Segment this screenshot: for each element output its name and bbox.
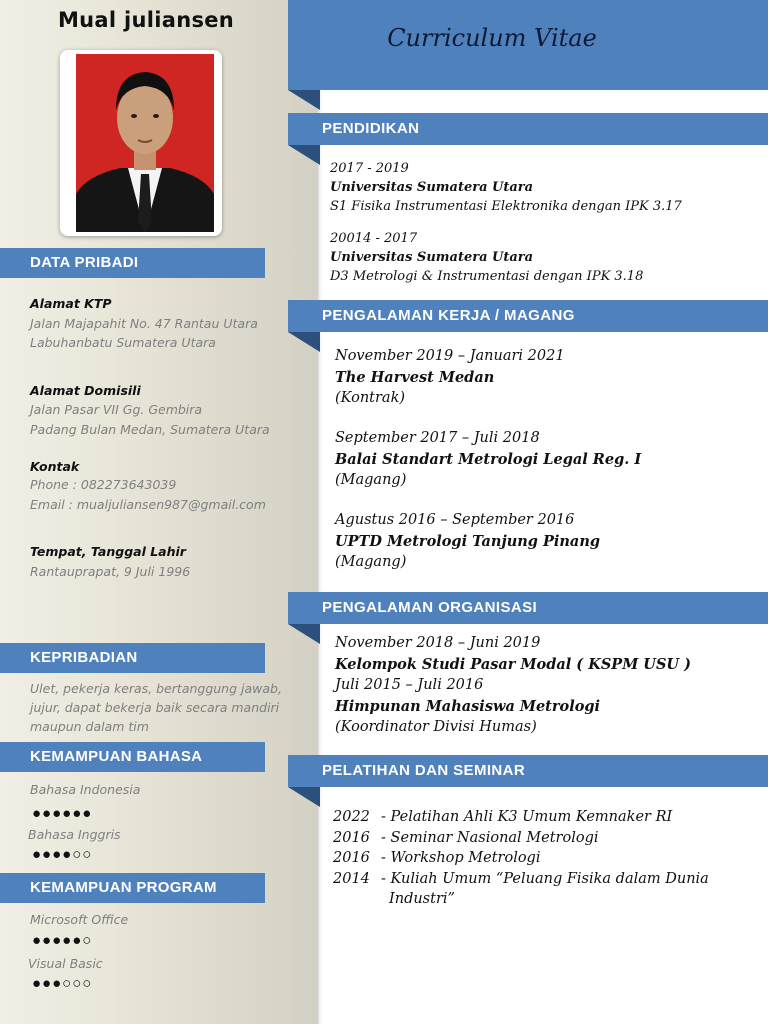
work-org: The Harvest Medan [335, 369, 495, 386]
training-text: - Workshop Metrologi [381, 850, 541, 866]
work-period: Agustus 2016 – September 2016 [335, 512, 575, 528]
org-role: (Koordinator Divisi Humas) [335, 719, 537, 735]
edu-entry-2 [330, 229, 643, 286]
work-entry-2 [335, 428, 641, 491]
microsoft-office-label: Microsoft Office [30, 912, 129, 927]
training-text: - Seminar Nasional Metrologi [381, 829, 599, 846]
organisasi-fold [288, 624, 320, 644]
bahasa-inggris-label: Bahasa Inggris [28, 827, 121, 842]
alamat-ktp-line-2: Labuhanbatu Sumatera Utara [30, 335, 216, 350]
training-year: 2016 [333, 850, 370, 866]
bahasa-inggris-rating: ●●●●○○ [32, 846, 93, 863]
kepribadian-line-3: maupun dalam tim [30, 719, 149, 734]
org-name: Kelompok Studi Pasar Modal ( KSPM USU ) [335, 656, 691, 673]
edu-detail: D3 Metrologi & Instrumentasi dengan IPK 3.18 [330, 269, 644, 284]
bahasa-indonesia-rating: ●●●●●● [32, 805, 93, 822]
work-entry-1 [335, 346, 565, 409]
edu-period: 2017 - 2019 [330, 161, 409, 176]
work-period: November 2019 – Januari 2021 [335, 348, 565, 364]
profile-photo [76, 54, 214, 232]
training-year: 2014 [333, 870, 370, 887]
work-org: Balai Standart Metrologi Legal Reg. I [335, 451, 642, 468]
kepribadian-line-2: jujur, dapat bekerja baik secara mandiri [30, 700, 280, 715]
org-period: November 2018 – Juni 2019 [335, 635, 541, 651]
alamat-ktp-label: Alamat KTP [30, 296, 112, 311]
person-name: Mual juliansen [57, 8, 235, 32]
training-item [333, 848, 709, 869]
kerja-fold [288, 332, 320, 352]
microsoft-office-rating: ●●●●●○ [32, 932, 93, 949]
work-type: (Magang) [335, 554, 407, 570]
training-item [333, 828, 709, 849]
section-header-kemampuan-program: KEMAMPUAN PROGRAM [0, 873, 265, 903]
section-header-pengalaman-organisasi: PENGALAMAN ORGANISASI [288, 592, 768, 624]
visual-basic-label: Visual Basic [28, 956, 103, 971]
training-text-continued: Industri” [389, 891, 455, 907]
org-name: Himpunan Mahasiswa Metrologi [335, 698, 601, 715]
training-year: 2016 [333, 829, 370, 846]
phone-value: Phone : 082273643039 [30, 477, 177, 492]
training-text: - Pelatihan Ahli K3 Umum Kemnaker RI [381, 809, 673, 825]
cv-title: Curriculum Vitae [387, 24, 597, 52]
section-header-kemampuan-bahasa: KEMAMPUAN BAHASA [0, 742, 265, 772]
pelatihan-fold [288, 787, 320, 807]
edu-school: Universitas Sumatera Utara [330, 250, 534, 265]
alamat-domisili-line-1: Jalan Pasar VII Gg. Gembira [30, 402, 203, 417]
work-type: (Magang) [335, 472, 407, 488]
person-silhouette [76, 54, 214, 232]
training-item [333, 807, 709, 828]
work-entry-3 [335, 510, 600, 573]
section-header-data-pribadi: DATA PRIBADI [0, 248, 265, 278]
alamat-domisili-line-2: Padang Bulan Medan, Sumatera Utara [30, 422, 270, 437]
section-header-pengalaman-kerja: PENGALAMAN KERJA / MAGANG [288, 300, 768, 332]
training-list [333, 807, 709, 910]
section-header-kepribadian: KEPRIBADIAN [0, 643, 265, 673]
org-period: Juli 2015 – Juli 2016 [335, 677, 484, 693]
photo-frame [60, 50, 222, 236]
visual-basic-rating: ●●●○○○ [32, 975, 93, 992]
alamat-domisili-label: Alamat Domisili [30, 383, 141, 398]
ttl-label: Tempat, Tanggal Lahir [30, 544, 186, 559]
ttl-value: Rantauprapat, 9 Juli 1996 [30, 564, 191, 579]
bahasa-indonesia-label: Bahasa Indonesia [30, 782, 141, 797]
alamat-ktp-line-1: Jalan Majapahit No. 47 Rantau Utara [30, 316, 258, 331]
work-period: September 2017 – Juli 2018 [335, 430, 540, 446]
training-text: - Kuliah Umum “Peluang Fisika dalam Dunia [381, 870, 709, 887]
section-header-pendidikan: PENDIDIKAN [288, 113, 768, 145]
edu-school: Universitas Sumatera Utara [330, 180, 534, 195]
training-item-continued [333, 889, 709, 910]
section-header-pelatihan-seminar: PELATIHAN DAN SEMINAR [288, 755, 768, 787]
edu-period: 20014 - 2017 [330, 231, 418, 246]
kontak-label: Kontak [30, 459, 80, 474]
email-value[interactable]: Email : mualjuliansen987@gmail.com [30, 497, 266, 512]
pendidikan-fold [288, 145, 320, 165]
org-entries [335, 633, 691, 738]
work-org: UPTD Metrologi Tanjung Pinang [335, 533, 601, 550]
banner-fold [288, 90, 320, 110]
kepribadian-line-1: Ulet, pekerja keras, bertanggung jawab, [30, 681, 282, 696]
edu-detail: S1 Fisika Instrumentasi Elektronika dengan IPK 3.17 [330, 199, 682, 214]
training-item [333, 869, 709, 890]
training-spacer [333, 889, 389, 910]
training-year: 2022 [333, 809, 370, 825]
edu-entry-1 [330, 159, 682, 216]
work-type: (Kontrak) [335, 390, 406, 406]
